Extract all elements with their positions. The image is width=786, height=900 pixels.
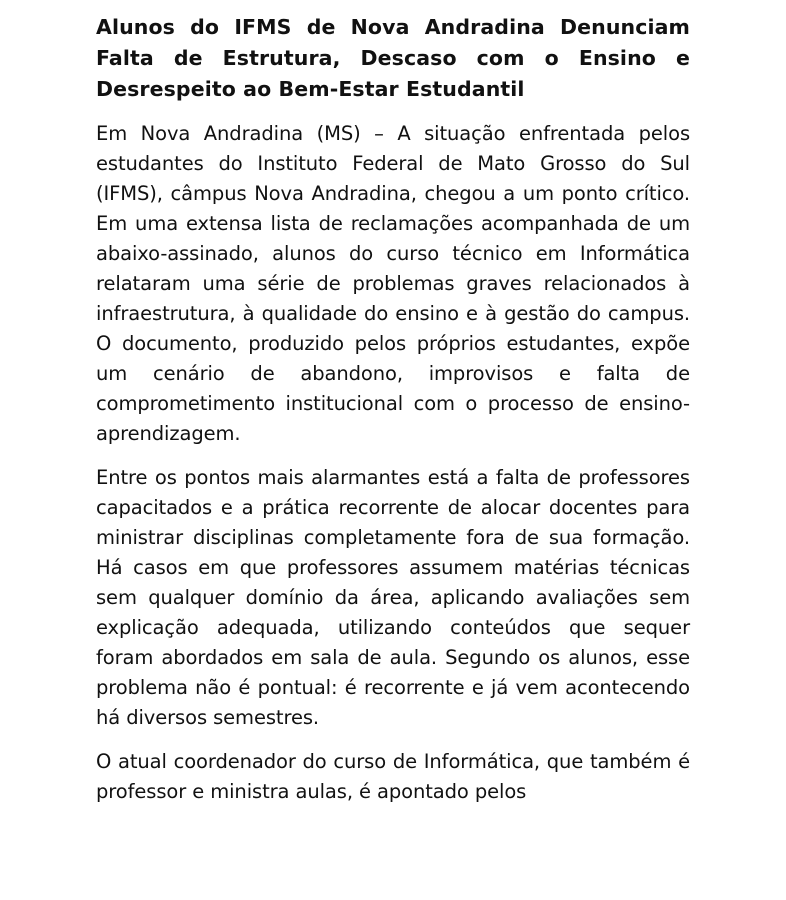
article-paragraph-1: Em Nova Andradina (MS) – A situação enfrentada pelos estudantes do Instituto Federal de Mato Grosso do Sul (IFMS), câmpus Nova Andradina, chegou a um ponto crítico. Em uma extensa lista de reclamações acompanhada de um abaixo-assinado, alunos do curso técnico em Informática relataram uma série de problemas graves relacionados à infraestrutura, à qualidade do ensino e à gestão do campus. O documento, produzido pelos próprios estudantes, expõe um cenário de abandono, improvisos e falta de comprometimento institucional com o processo de ensino-aprendizagem. bbox=[96, 122, 690, 445]
article-paragraph-2: Entre os pontos mais alarmantes está a falta de professores capacitados e a prática recorrente de alocar docentes para ministrar disciplinas completamente fora de sua formação. Há casos em que professores assumem matérias técnicas sem qualquer domínio da área, aplicando avaliações sem explicação adequada, utilizando conteúdos que sequer foram abordados em sala de aula. Segundo os alunos, esse problema não é pontual: é recorrente e já vem acontecendo há diversos semestres. bbox=[96, 466, 690, 729]
article-title: Alunos do IFMS de Nova Andradina Denunciam Falta de Estrutura, Descaso com o Ensino e Desrespeito ao Bem-Estar Estudantil bbox=[96, 15, 690, 101]
article bbox=[96, 12, 690, 821]
article-paragraph-3: O atual coordenador do curso de Informática, que também é professor e ministra aulas, é apontado pelos bbox=[96, 750, 690, 803]
